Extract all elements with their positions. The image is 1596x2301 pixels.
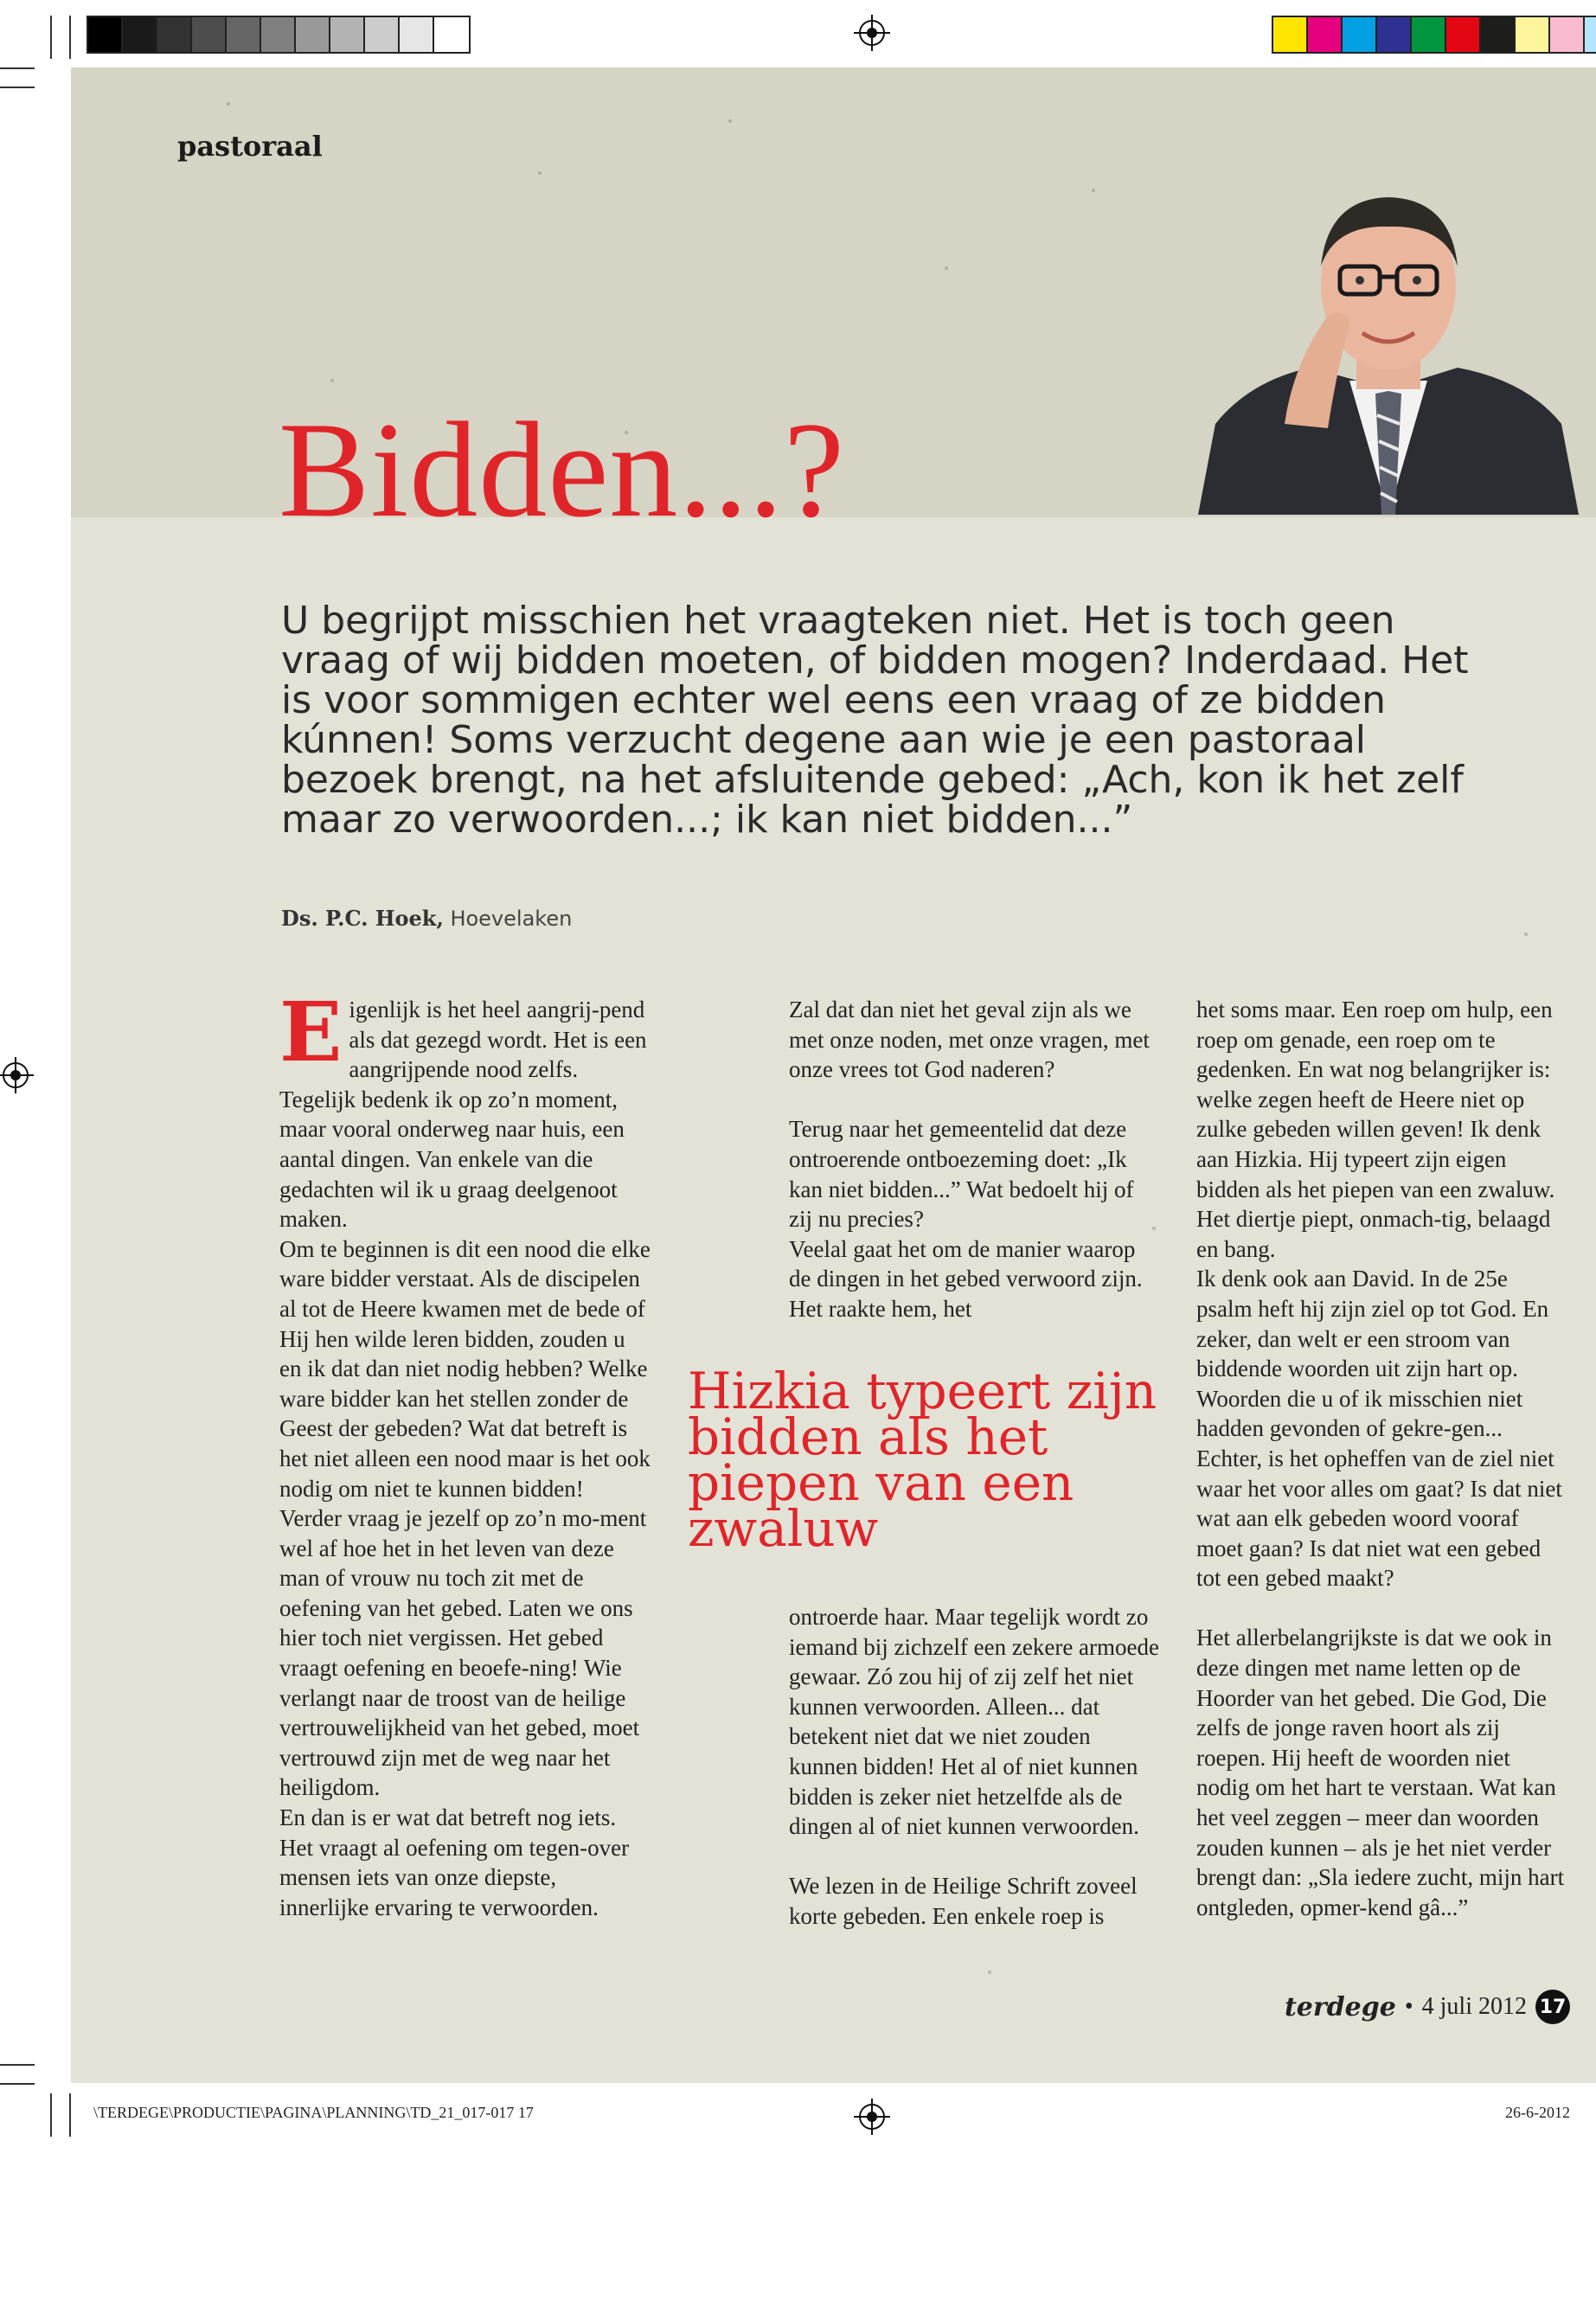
page-footer [1285,1990,1570,2024]
registration-mark-icon [859,20,885,46]
magazine-name: terdege [1284,1991,1396,2022]
registration-mark-icon [859,2104,885,2130]
author-portrait [1198,164,1579,515]
body-paragraph: Het allerbelangrijkste is dat we ook in deze dingen met name letten op de Hoorder van het gebed. Die God, Die zelfs de jonge raven hoort als zij roepen. Hij heeft de woorden niet nodig om het hart te verstaan. Wat kan het veel zeggen – meer dan woorden zouden kunnen – als je het niet verder brengt dan: „Sla iedere zucht, mijn hart ontgleden, opmer-kend gâ...” [1196,1625,1565,1920]
crop-mark [0,67,35,69]
crop-mark [69,16,71,59]
footer-separator: • [1404,1993,1413,2020]
author-location: Hoevelaken [450,907,573,931]
production-date: 26-6-2012 [1505,2104,1570,2121]
author-name: Ds. P.C. Hoek, [281,906,444,931]
body-paragraph: Zal dat dan niet het geval zijn als we met onze noden, met onze vragen, met onze vrees tot God naderen? [789,997,1150,1083]
drop-cap: E [279,984,343,1080]
body-paragraph: Verder vraag je jezelf op zo’n mo-ment wel af hoe het in het leven van deze man of vrouw nu toch zit met de oefening van het gebed. Laten we ons hier toch niet vergissen. Het gebed vraagt oefening en beoefe-ning! Wie verlangt naar de troost van de heilige vertrouwelijkheid van het gebed, moet vertrouwd zijn met de weg naar het heiligdom. [279,1505,647,1801]
body-paragraph: het soms maar. Een roep om hulp, een roep om genade, een roep om te gedenken. En wat nog belangrijker is: welke zegen heeft de Heere niet op zulke gebeden willen geven! Ik denk aan Hizkia. Hij typeert zijn eigen bidden als het piepen van een zwaluw. Het diertje piept, onmach-tig, belaagd en bang. [1196,997,1555,1262]
crop-mark [0,2083,35,2085]
body-paragraph: igenlijk is het heel aangrij-pend als dat gezegd wordt. Het is een aangrijpende nood zelfs. Tegelijk bedenk ik op zo’n moment, maar vooral onderweg naar huis, een aantal dingen. Van enkele van die gedachten wil ik u graag deelgenoot maken. [279,997,647,1233]
body-column-2-bottom [789,1602,1161,1932]
section-label: pastoraal [177,130,323,163]
crop-mark [0,87,35,88]
body-paragraph: En dan is er wat dat betreft nog iets. Het vraagt al oefening om tegen-over mensen iets van onze diepste, innerlijke ervaring te verwoorden. [279,1804,630,1920]
production-slug: \TERDEGE\PRODUCTIE\PAGINA\PLANNING\TD_21_017-017 17 [93,2104,534,2121]
page-number-badge: 17 [1535,1990,1570,2024]
lead-paragraph: U begrijpt misschien het vraagteken niet. Het is toch geen vraag of wij bidden moeten, of bidden mogen? Inderdaad. Het is voor sommigen echter wel eens een vraag of ze bidden kúnnen! Soms verzucht degene aan wie je een pastoraal bezoek brengt, na het afsluitende gebed: „Ach, kon ik het zelf maar zo verwoorden...; ik kan niet bidden...” [281,599,1469,842]
body-paragraph: Om te beginnen is dit een nood die elke ware bidder verstaat. Als de discipelen al tot de Heere kwamen met de bede of Hij hen wilde leren bidden, zouden u en ik dat dan niet nodig hebben? Welke ware bidder kan het stellen zonder de Geest der gebeden? Wat dat betreft is het niet alleen een nood maar is het ook nodig om niet te kunnen bidden! [279,1235,651,1502]
byline [281,906,572,931]
issue-date: 4 juli 2012 [1421,1993,1527,2020]
body-column-3 [1196,995,1568,1922]
grayscale-color-bar [87,16,471,54]
crop-mark [69,2093,71,2137]
pull-quote: Hizkia typeert zijn bidden als het piepen van een zwaluw [688,1362,1157,1558]
body-column-1 [279,984,651,1922]
body-paragraph: We lezen in de Heilige Schrift zoveel korte gebeden. Een enkele roep is [789,1873,1138,1929]
cmyk-color-bar [1272,16,1596,54]
crop-mark [0,2064,35,2066]
crop-mark [50,2093,52,2137]
body-column-2-top [789,995,1161,1324]
crop-mark [50,16,52,59]
body-paragraph: Veelal gaat het om de manier waarop de dingen in het gebed verwoord zijn. Het raakte hem, het [789,1235,1143,1322]
article-title: Bidden...? [279,394,846,546]
body-paragraph: Terug naar het gemeentelid dat deze ontroerende ontboezeming doet: „Ik kan niet bidden...” Wat bedoelt hij of zij nu precies? [789,1116,1134,1233]
body-paragraph: ontroerde haar. Maar tegelijk wordt zo iemand bij zichzelf een zekere armoede gewaar. Zó zou hij of zij zelf het niet kunnen verwoorden. Alleen... dat betekent niet dat we niet zouden kunnen bidden! Het al of niet kunnen bidden is zeker niet hetzelfde als de dingen al of niet kunnen verwoorden. [789,1604,1159,1840]
registration-mark-icon [3,1062,29,1088]
body-paragraph: Ik denk ook aan David. In de 25e psalm heft hij zijn ziel op tot God. En zeker, dan welt er een stroom van biddende woorden uit zijn hart op. Woorden die u of ik misschien niet hadden gevonden of gekre-gen... Echter, is het opheffen van de ziel niet waar het voor alles om gaat? Is dat niet wat aan elk gebeden woord vooraf moet gaan? Is dat niet wat een gebed tot een gebed maakt? [1196,1266,1562,1592]
